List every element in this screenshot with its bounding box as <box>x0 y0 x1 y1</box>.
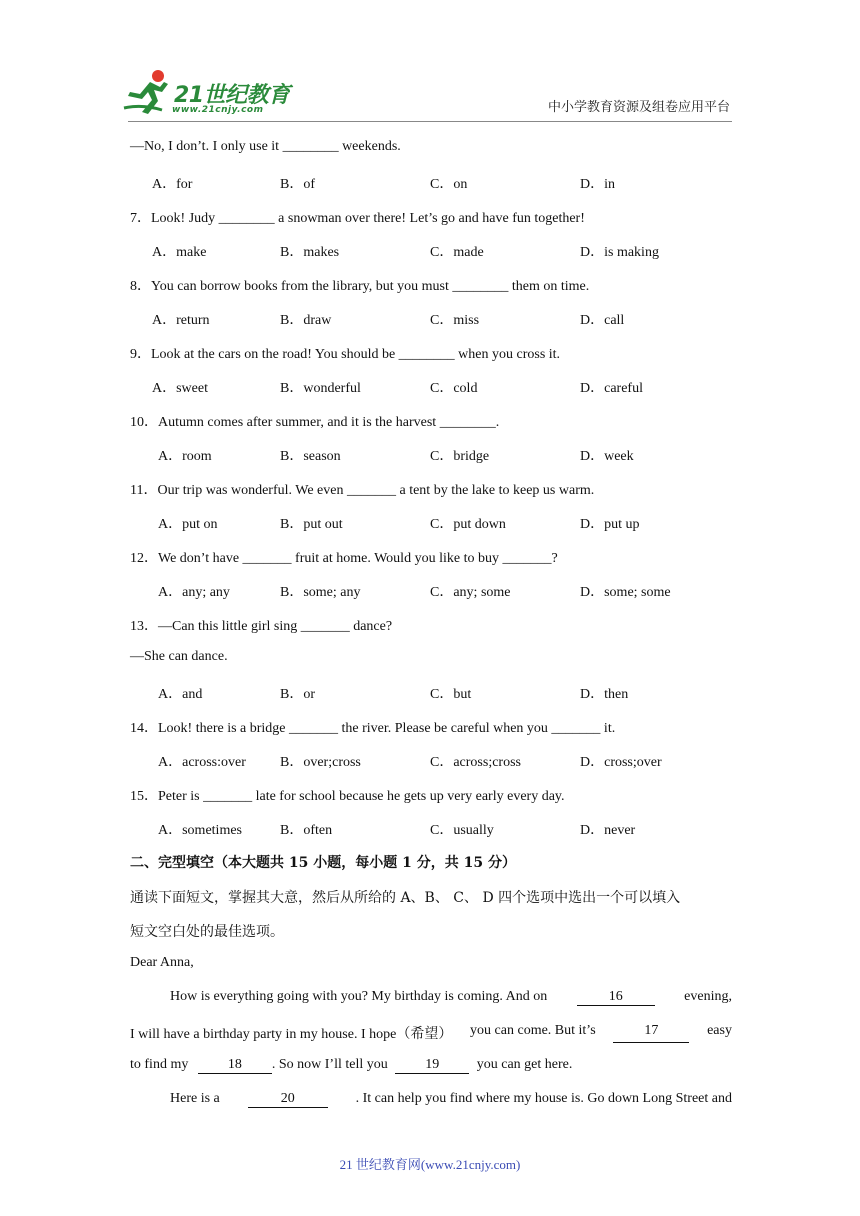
q6-option-a[interactable]: A．for <box>152 177 193 192</box>
passage-3b: . So now I’ll tell you <box>271 1057 388 1072</box>
q11-option-c[interactable]: C．put down <box>430 517 506 532</box>
q11-option-a[interactable]: A．put on <box>158 517 218 532</box>
q15-option-a[interactable]: A．sometimes <box>158 823 242 838</box>
blank-18[interactable]: 18 <box>198 1057 272 1074</box>
passage-1a: How is everything going with you? My birthday is coming. And on <box>170 989 548 1004</box>
q14-question: 14．Look! there is a bridge _______ the river. Please be careful when you _______ it. <box>130 721 616 736</box>
q12-option-d[interactable]: D．some; some <box>580 585 671 600</box>
q12-option-a[interactable]: A．any; any <box>158 585 230 600</box>
q6-answer-line: —No, I don’t. I only use it ________ weekends. <box>130 139 401 154</box>
q8-option-a[interactable]: A．return <box>152 313 210 328</box>
passage-2b: you can come. But it’s <box>470 1023 596 1038</box>
q15-question: 15．Peter is _______ late for school because he gets up very early every day. <box>130 789 565 804</box>
page-header <box>0 0 860 130</box>
runner-logo-icon <box>122 68 172 116</box>
q14-option-a[interactable]: A．across:over <box>158 755 246 770</box>
passage-line-2 <box>130 1023 732 1043</box>
q6-option-c[interactable]: C．on <box>430 177 468 192</box>
q9-question: 9．Look at the cars on the road! You should be ________ when you cross it. <box>130 347 561 362</box>
passage-1b: evening, <box>684 989 732 1004</box>
blank-20[interactable]: 20 <box>248 1091 328 1108</box>
q13-answer-line: —She can dance. <box>130 649 228 664</box>
q10-option-a[interactable]: A．room <box>158 449 212 464</box>
page-footer: 21 世纪教育网(www.21cnjy.com) <box>339 1157 521 1172</box>
q13-option-c[interactable]: C．but <box>430 687 472 702</box>
q9-option-a[interactable]: A．sweet <box>152 381 208 396</box>
q8-option-d[interactable]: D．call <box>580 313 625 328</box>
q8-option-b[interactable]: B．draw <box>280 313 332 328</box>
q6-option-d[interactable]: D．in <box>580 177 615 192</box>
q13-question: 13．—Can this little girl sing _______ dance? <box>130 619 393 634</box>
passage-4b: . It can help you find where my house is. Go down Long Street and <box>355 1091 732 1106</box>
passage-line-1 <box>170 989 732 1006</box>
section2-instruction-2: 短文空白处的最佳选项。 <box>130 924 284 940</box>
passage-line-3 <box>130 1057 572 1074</box>
q10-option-d[interactable]: D．week <box>580 449 634 464</box>
q6-option-b[interactable]: B．of <box>280 177 315 192</box>
blank-16[interactable]: 16 <box>577 989 655 1006</box>
q7-option-c[interactable]: C．made <box>430 245 484 260</box>
q15-option-b[interactable]: B．often <box>280 823 333 838</box>
passage-4a: Here is a <box>170 1091 220 1106</box>
q11-option-d[interactable]: D．put up <box>580 517 640 532</box>
q13-option-a[interactable]: A．and <box>158 687 203 702</box>
q8-question: 8．You can borrow books from the library, but you must ________ them on time. <box>130 279 590 294</box>
q15-option-c[interactable]: C．usually <box>430 823 494 838</box>
q7-question: 7．Look! Judy ________ a snowman over there! Let’s go and have fun together! <box>130 211 585 226</box>
passage-2-chinese: （希望） <box>396 1026 453 1042</box>
q14-option-d[interactable]: D．cross;over <box>580 755 662 770</box>
q14-option-c[interactable]: C．across;cross <box>430 755 521 770</box>
q13-option-b[interactable]: B．or <box>280 687 315 702</box>
passage-line-4 <box>170 1091 732 1108</box>
q10-option-b[interactable]: B．season <box>280 449 341 464</box>
q15-option-d[interactable]: D．never <box>580 823 636 838</box>
q10-question: 10．Autumn comes after summer, and it is the harvest ________. <box>130 415 500 430</box>
q12-option-c[interactable]: C．any; some <box>430 585 511 600</box>
passage-3c: you can get here. <box>476 1057 573 1072</box>
q11-option-b[interactable]: B．put out <box>280 517 343 532</box>
passage-3a: to find my <box>130 1057 189 1072</box>
q9-option-d[interactable]: D．careful <box>580 381 643 396</box>
section2-title: 二、完型填空（本大题共 15 小题，每小题 1 分，共 15 分） <box>130 855 516 871</box>
blank-19[interactable]: 19 <box>395 1057 469 1074</box>
q9-option-b[interactable]: B．wonderful <box>280 381 361 396</box>
q7-option-a[interactable]: A．make <box>152 245 207 260</box>
q7-option-d[interactable]: D．is making <box>580 245 659 260</box>
q7-option-b[interactable]: B．makes <box>280 245 340 260</box>
q9-option-c[interactable]: C．cold <box>430 381 478 396</box>
q8-option-c[interactable]: C．miss <box>430 313 480 328</box>
q12-option-b[interactable]: B．some; any <box>280 585 361 600</box>
passage-2c: easy <box>707 1023 732 1038</box>
logo-url: www.21cnjy.com <box>172 105 264 115</box>
header-divider <box>128 121 732 122</box>
q12-question: 12．We don’t have _______ fruit at home. Would you like to buy _______? <box>130 551 558 566</box>
logo-text: 21世纪教育 <box>174 83 290 108</box>
q10-option-c[interactable]: C．bridge <box>430 449 490 464</box>
logo <box>122 68 292 118</box>
letter-greeting: Dear Anna, <box>130 955 194 970</box>
passage-2a: I will have a birthday party in my house. I hope（希望） <box>130 1026 453 1042</box>
q11-question: 11．Our trip was wonderful. We even _______ a tent by the lake to keep us warm. <box>130 483 595 498</box>
q13-option-d[interactable]: D．then <box>580 687 629 702</box>
q14-option-b[interactable]: B．over;cross <box>280 755 361 770</box>
platform-label: 中小学教育资源及组卷应用平台 <box>547 100 730 115</box>
section2-instruction-1: 通读下面短文，掌握其大意，然后从所给的 A、B、 C、 D 四个选项中选出一个可以填入 <box>130 890 681 906</box>
blank-17[interactable]: 17 <box>613 1023 689 1043</box>
